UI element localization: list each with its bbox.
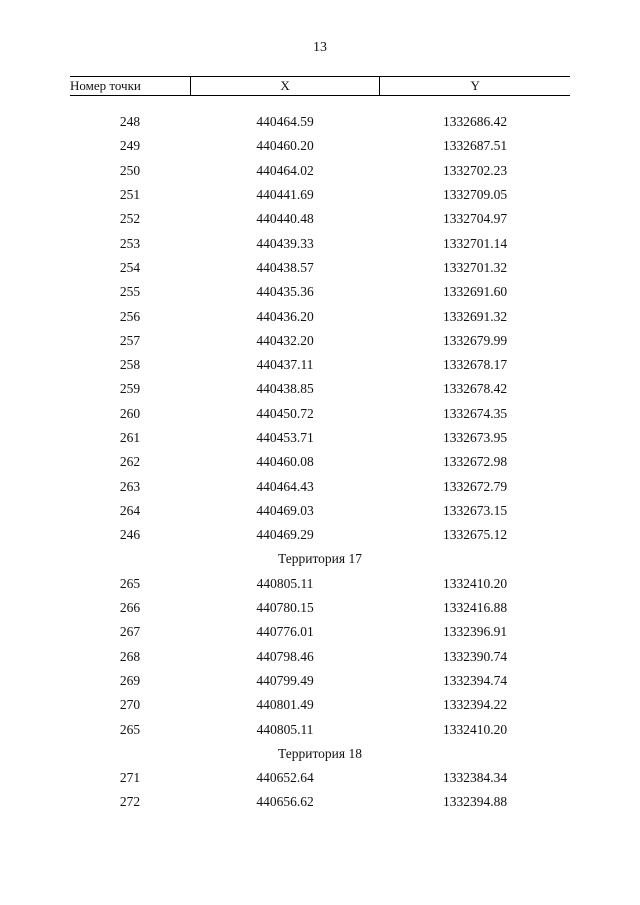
point-number-cell: 246 (119, 527, 141, 543)
x-cell: 440469.03 (256, 502, 314, 518)
x-cell: 440440.48 (256, 211, 314, 227)
y-cell: 1332701.32 (442, 259, 508, 275)
x-cell: 440453.71 (256, 430, 314, 445)
point-number-cell: 263 (119, 478, 141, 494)
point-number-cell: 258 (119, 357, 141, 373)
y-cell: 1332390.74 (442, 648, 508, 664)
point-number-cell: 253 (119, 235, 141, 251)
point-number-cell: 264 (119, 502, 141, 518)
point-number-cell: 262 (119, 454, 141, 470)
table-row (70, 499, 570, 523)
point-number-cell: 272 (119, 794, 141, 810)
x-cell: 440436.20 (256, 308, 314, 324)
table-row (70, 669, 570, 693)
x-cell: 440439.33 (256, 235, 314, 251)
y-cell: 1332679.99 (442, 332, 508, 348)
y-cell: 1332396.91 (442, 624, 508, 640)
table-row (70, 353, 570, 377)
y-cell: 1332678.42 (442, 381, 508, 397)
point-number-cell: 255 (119, 284, 141, 300)
x-cell: 440464.59 (256, 114, 314, 130)
x-cell: 440780.15 (256, 600, 314, 616)
y-cell: 1332672.98 (442, 454, 508, 470)
point-number-cell: 269 (119, 672, 141, 688)
table-row (70, 402, 570, 426)
table-row (70, 474, 570, 498)
table-row (70, 620, 570, 644)
x-cell: 440776.01 (256, 624, 314, 640)
x-cell: 440798.46 (256, 648, 314, 664)
table-row (70, 231, 570, 255)
y-cell: 1332410.20 (442, 721, 508, 737)
territory-heading: Территория 17 (278, 551, 362, 567)
x-cell: 440656.62 (256, 794, 314, 810)
point-number-cell: 257 (119, 332, 141, 348)
point-number-cell: 271 (119, 770, 141, 786)
y-cell: 1332394.74 (442, 672, 508, 688)
y-cell: 1332704.97 (442, 211, 508, 227)
table-row (70, 693, 570, 717)
table-body (70, 110, 570, 815)
table-row (70, 159, 570, 183)
territory-heading: Территория 18 (278, 745, 362, 761)
x-cell: 440435.36 (256, 284, 314, 300)
point-number-cell: 256 (119, 308, 141, 324)
table-row (70, 280, 570, 304)
x-cell: 440805.11 (256, 721, 314, 737)
point-number-cell: 249 (119, 138, 141, 154)
table-row (70, 717, 570, 741)
y-cell: 1332674.35 (442, 405, 508, 421)
y-cell: 1332672.79 (442, 478, 508, 494)
x-cell: 440469.29 (256, 527, 314, 543)
x-cell: 440460.08 (256, 454, 314, 470)
y-cell: 1332709.05 (442, 187, 508, 203)
coordinates-table (70, 76, 570, 815)
x-cell: 440450.72 (256, 405, 314, 421)
x-cell: 440460.20 (256, 138, 314, 154)
point-number-cell: 268 (119, 648, 141, 664)
x-cell: 440652.64 (256, 770, 314, 786)
x-cell: 440441.69 (256, 187, 314, 203)
page-number: 13 (313, 40, 327, 55)
point-number-cell: 260 (119, 405, 141, 421)
y-cell: 1332675.12 (442, 527, 508, 543)
y-cell: 1332687.51 (442, 138, 508, 154)
y-cell: 1332673.15 (442, 502, 508, 518)
point-number-cell: 261 (119, 430, 141, 445)
table-row (70, 572, 570, 596)
point-number-cell: 250 (119, 162, 141, 178)
header-y: Y (379, 77, 570, 95)
table-row (70, 596, 570, 620)
point-number-cell: 259 (119, 381, 141, 397)
table-row (70, 256, 570, 280)
y-cell: 1332416.88 (442, 600, 508, 616)
y-cell: 1332394.88 (442, 794, 508, 810)
x-cell: 440464.43 (256, 478, 314, 494)
y-cell: 1332410.20 (442, 575, 508, 591)
point-number-cell: 267 (119, 624, 141, 640)
y-cell: 1332394.22 (442, 697, 508, 713)
table-row (70, 426, 570, 450)
y-cell: 1332673.95 (442, 430, 508, 445)
table-row (70, 645, 570, 669)
point-number-cell: 248 (119, 114, 141, 130)
x-cell: 440464.02 (256, 162, 314, 178)
point-number-cell: 270 (119, 697, 141, 713)
header-point-number: Номер точки (70, 78, 141, 93)
table-row (70, 450, 570, 474)
y-cell: 1332702.23 (442, 162, 508, 178)
table-row (70, 766, 570, 790)
y-cell: 1332691.32 (442, 308, 508, 324)
x-cell: 440438.57 (256, 259, 314, 275)
point-number-cell: 265 (119, 721, 141, 737)
table-row (70, 329, 570, 353)
x-cell: 440799.49 (256, 672, 314, 688)
table-row (70, 110, 570, 134)
table-row (70, 207, 570, 231)
y-cell: 1332686.42 (442, 114, 508, 130)
y-cell: 1332678.17 (442, 357, 508, 373)
table-row (70, 377, 570, 401)
table-row (70, 790, 570, 814)
point-number-cell: 251 (119, 187, 141, 203)
table-row (70, 523, 570, 547)
y-cell: 1332384.34 (442, 770, 508, 786)
table-row (70, 134, 570, 158)
x-cell: 440801.49 (256, 697, 314, 713)
header-x: X (190, 77, 380, 95)
point-number-cell: 252 (119, 211, 141, 227)
table-row (70, 183, 570, 207)
x-cell: 440438.85 (256, 381, 314, 397)
point-number-cell: 254 (119, 259, 141, 275)
x-cell: 440805.11 (256, 575, 314, 591)
table-row (70, 304, 570, 328)
y-cell: 1332691.60 (442, 284, 508, 300)
point-number-cell: 265 (119, 575, 141, 591)
x-cell: 440432.20 (256, 332, 314, 348)
x-cell: 440437.11 (256, 357, 314, 373)
table-header (70, 76, 570, 96)
y-cell: 1332701.14 (442, 235, 508, 251)
point-number-cell: 266 (119, 600, 141, 616)
